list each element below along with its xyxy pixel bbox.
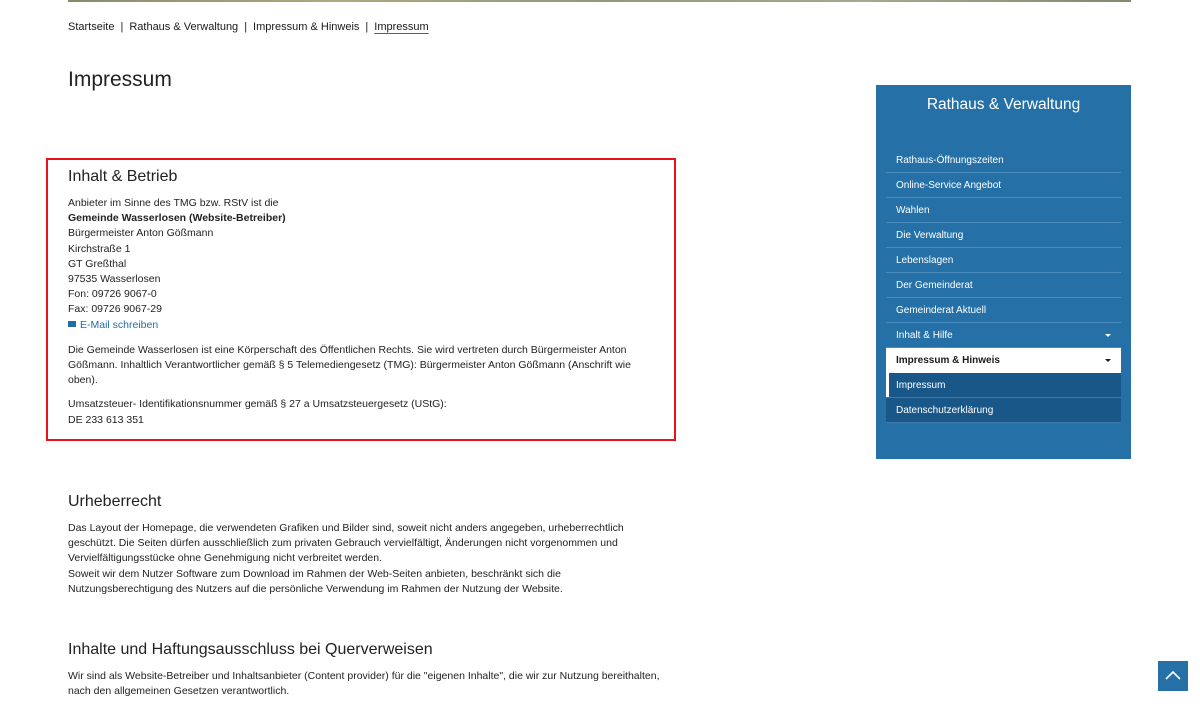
page-title: Impressum: [68, 68, 172, 91]
breadcrumb: [68, 21, 429, 33]
breadcrumb-item-impressum-hinweis[interactable]: Impressum & Hinweis: [253, 21, 360, 33]
sidebar-item-label: Impressum & Hinweis: [896, 355, 1000, 366]
chevron-up-icon: [1165, 670, 1181, 680]
breadcrumb-item-rathaus[interactable]: Rathaus & Verwaltung: [129, 21, 239, 33]
breadcrumb-separator: |: [365, 21, 369, 33]
sidebar-item-label: Wahlen: [896, 205, 930, 216]
sidebar: [876, 85, 1131, 459]
sidebar-item-label: Rathaus-Öffnungszeiten: [896, 155, 1004, 166]
download-text: Soweit wir dem Nutzer Software zum Download im Rahmen der Web-Seiten anbieten, beschränkt sich die Nutzungsberechtigung des Nutzers auf die persönliche Verwendung im Rahmen der Nutzung der Website.: [68, 567, 563, 595]
mail-icon: [68, 321, 76, 327]
sidebar-subitem-label: Impressum: [896, 380, 946, 391]
sidebar-item-lebenslagen[interactable]: [886, 248, 1121, 273]
scroll-to-top-button[interactable]: [1158, 661, 1188, 691]
sidebar-item-inhalt-hilfe[interactable]: [886, 323, 1121, 348]
breadcrumb-item-current[interactable]: Impressum: [374, 21, 429, 33]
email-link[interactable]: [68, 319, 158, 331]
email-link-label: E-Mail schreiben: [80, 318, 159, 331]
phone-line: Fon: 09726 9067-0: [68, 288, 157, 301]
sidebar-item-oeffnungszeiten[interactable]: [886, 148, 1121, 173]
sidebar-item-gemeinderat[interactable]: [886, 273, 1121, 298]
sidebar-item-label: Der Gemeinderat: [896, 280, 973, 291]
vat-label: Umsatzsteuer- Identifikationsnummer gemäß § 27 a Umsatzsteuergesetz (UStG):: [68, 398, 447, 411]
breadcrumb-separator: |: [244, 21, 248, 33]
sidebar-item-label: Die Verwaltung: [896, 230, 964, 241]
sidebar-subitem-impressum[interactable]: [886, 373, 1121, 398]
sidebar-nav: [886, 148, 1121, 423]
fax-line: Fax: 09726 9067-29: [68, 303, 162, 316]
address-block: [68, 196, 660, 333]
section-urheberrecht: [68, 493, 660, 597]
representation-paragraph: Die Gemeinde Wasserlosen ist eine Körperschaft des Öffentlichen Rechts. Sie wird vertreten durch Bürgermeister Anton Gößmann. Inhaltlich Verantwortlicher gemäß § 5 Telemediengesetz (TMG): Bürgermeister Anton Gößmann (Anschrift wie oben).: [68, 343, 631, 387]
vat-value: DE 233 613 351: [68, 413, 144, 426]
vat-paragraph: [68, 397, 660, 427]
section-heading: Urheberrecht: [68, 493, 162, 510]
address-line: Kirchstraße 1: [68, 242, 131, 255]
sidebar-item-wahlen[interactable]: [886, 198, 1121, 223]
section-inhalt-betrieb: [68, 168, 660, 428]
sidebar-item-label: Gemeinderat Aktuell: [896, 305, 987, 316]
sidebar-subitem-label: Datenschutzerklärung: [896, 405, 994, 416]
sidebar-item-label: Online-Service Angebot: [896, 180, 1002, 191]
operator-name: Gemeinde Wasserlosen (Website-Betreiber): [68, 212, 286, 225]
chevron-down-icon[interactable]: [1105, 334, 1111, 337]
sidebar-item-label: Inhalt & Hilfe: [896, 330, 953, 341]
sidebar-item-impressum-hinweis[interactable]: [886, 348, 1121, 373]
sidebar-item-online-service[interactable]: [886, 173, 1121, 198]
address-line: GT Greßthal: [68, 257, 127, 270]
header-image-strip: [68, 0, 1131, 2]
sidebar-subitem-datenschutz[interactable]: [886, 398, 1121, 423]
liability-paragraph: Wir sind als Website-Betreiber und Inhaltsanbieter (Content provider) für die "eigenen Inhalte", die wir zur Nutzung bereithalten, nach den allgemeinen Gesetzen verantwortlich.: [68, 670, 660, 698]
copyright-paragraph: [68, 521, 660, 597]
section-heading: Inhalt & Betrieb: [68, 168, 178, 185]
section-haftung: [68, 641, 660, 699]
sidebar-item-label: Lebenslagen: [896, 255, 954, 266]
sidebar-item-gemeinderat-aktuell[interactable]: [886, 298, 1121, 323]
address-line: Bürgermeister Anton Gößmann: [68, 227, 214, 240]
copyright-text: Das Layout der Homepage, die verwendeten Grafiken und Bilder sind, soweit nicht anders angegeben, urheberrechtlich geschützt. Die Seiten dürfen ausschließlich zum privaten Gebrauch vervielfältigt, Änderungen nicht vorgenommen und Vervielfältigungsstücke ohne Genehmigung nicht verbreitet werden.: [68, 522, 624, 565]
breadcrumb-item-startseite[interactable]: Startseite: [68, 21, 115, 33]
chevron-down-icon[interactable]: [1105, 359, 1111, 362]
section-heading: Inhalte und Haftungsausschluss bei Querverweisen: [68, 641, 433, 658]
sidebar-title: Rathaus & Verwaltung: [926, 96, 1081, 113]
sidebar-item-verwaltung[interactable]: [886, 223, 1121, 248]
address-line: 97535 Wasserlosen: [68, 273, 161, 286]
breadcrumb-separator: |: [120, 21, 124, 33]
address-line: Anbieter im Sinne des TMG bzw. RStV ist die: [68, 197, 279, 209]
